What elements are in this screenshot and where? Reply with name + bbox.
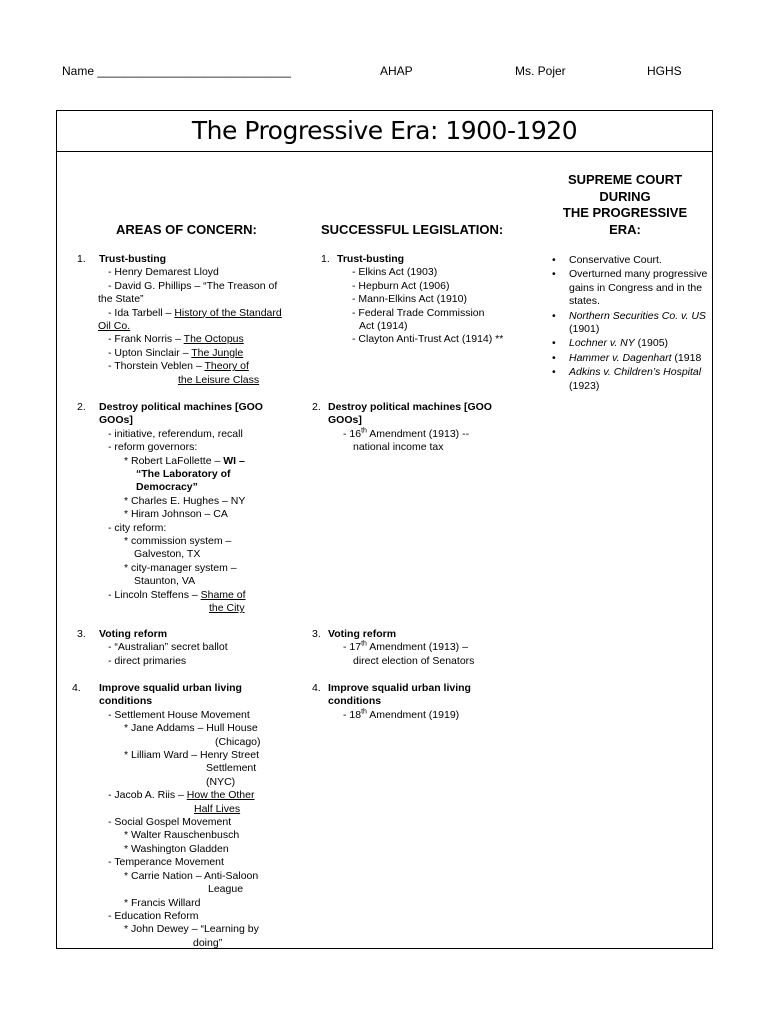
list-item-text: Amendment (1913) – <box>366 641 468 654</box>
court-heading-line: SUPREME COURT <box>567 172 683 187</box>
book-title: Half Lives <box>194 802 241 815</box>
court-heading-line: ERA: <box>609 221 641 237</box>
list-item: - reform governors: <box>108 441 198 454</box>
list-item-emphasis: WI – <box>223 454 245 467</box>
concern-heading: AREAS OF CONCERN: <box>116 222 257 237</box>
ordinal-suffix: th <box>361 708 367 716</box>
list-item: national income tax <box>353 441 444 454</box>
list-item <box>343 641 536 654</box>
bullet-icon: • <box>552 268 556 281</box>
bullet-icon: • <box>552 309 556 322</box>
book-title: The Octopus <box>183 333 244 346</box>
concern-section-urban-living <box>72 682 307 950</box>
list-item <box>108 360 307 373</box>
case-name: Northern Securities Co. v. US <box>569 309 706 322</box>
list-item: the State” <box>98 293 144 306</box>
list-item: Staunton, VA <box>134 575 196 588</box>
list-item: * Carrie Nation – Anti-Saloon <box>124 869 259 882</box>
list-item <box>124 455 307 468</box>
list-item <box>108 789 307 802</box>
list-item-text: Conservative Court. <box>569 254 662 266</box>
list-item: - direct primaries <box>108 654 187 667</box>
section-heading: conditions <box>328 695 382 708</box>
case-year: (1918 <box>671 351 702 364</box>
list-item: * Jane Addams – Hull House <box>124 722 258 735</box>
legislation-section-political-machines <box>312 401 536 455</box>
section-number: 2. <box>312 401 321 413</box>
list-item: (NYC) <box>206 775 236 788</box>
book-title: the Leisure Class <box>178 373 260 386</box>
legislation-section-voting-reform <box>312 628 536 668</box>
list-item: - Mann-Elkins Act (1910) <box>352 293 467 306</box>
list-item: - Elkins Act (1903) <box>352 266 438 279</box>
list-item: - Hepburn Act (1906) <box>352 279 450 292</box>
list-item: Act (1914) <box>359 320 408 333</box>
list-item-text: Amendment (1913) -- <box>366 427 470 440</box>
concern-section-trust-busting <box>77 253 307 387</box>
list-item-text: - Ida Tarbell – <box>108 306 175 319</box>
case-year: (1905) <box>634 337 669 350</box>
list-item: * John Dewey – “Learning by <box>124 923 259 936</box>
list-item-text: * Robert LaFollette – <box>124 454 224 467</box>
list-item: - Settlement House Movement <box>108 708 250 721</box>
list-item-text: - Frank Norris – <box>108 333 184 346</box>
concern-section-political-machines <box>77 401 307 616</box>
section-heading: Destroy political machines [GOO <box>99 401 263 413</box>
section-heading: Trust-busting <box>337 253 405 265</box>
list-item-text: - Upton Sinclair – <box>108 346 192 359</box>
book-title: Oil Co. <box>98 320 131 333</box>
section-heading: GOOs] <box>99 414 133 427</box>
list-item-text: - Thorstein Veblen – <box>108 360 205 373</box>
list-item: * Hiram Johnson – CA <box>124 508 228 521</box>
list-item <box>540 254 715 267</box>
list-item: * Washington Gladden <box>124 842 229 855</box>
list-item <box>343 709 536 722</box>
legislation-section-urban-living <box>312 682 536 722</box>
book-title: History of the Standard <box>174 306 282 319</box>
list-item: doing” <box>193 936 223 949</box>
list-item <box>108 333 307 346</box>
list-item: - Clayton Anti-Trust Act (1914) ** <box>352 333 504 346</box>
title-row <box>57 111 712 152</box>
list-item: * Lilliam Ward – Henry Street <box>124 749 259 762</box>
legislation-heading: SUCCESSFUL LEGISLATION: <box>321 222 504 237</box>
book-title: How the Other <box>186 789 255 802</box>
section-number: 4. <box>72 682 81 694</box>
court-heading-line: THE PROGRESSIVE <box>562 205 688 220</box>
list-item-text: - 18 <box>343 708 362 721</box>
list-item: - Education Reform <box>108 909 199 922</box>
legislation-section-trust-busting <box>321 253 536 347</box>
list-item: Galveston, TX <box>134 548 201 561</box>
case-name: Lochner v. NY <box>569 337 635 350</box>
list-item: League <box>208 883 244 896</box>
list-item-text: - Lincoln Steffens – <box>108 588 201 601</box>
section-heading: Voting reform <box>99 628 168 640</box>
book-title: the City <box>209 602 245 615</box>
court-heading-line: DURING <box>599 188 651 204</box>
section-number: 3. <box>312 628 321 640</box>
list-item-emphasis: “The Laboratory of <box>136 468 231 481</box>
book-title: Theory of <box>204 360 249 373</box>
list-item: Settlement <box>206 762 257 775</box>
book-title: Shame of <box>200 588 246 601</box>
list-item: - Federal Trade Commission <box>352 306 485 319</box>
list-item: - initiative, referendum, recall <box>108 427 243 440</box>
court-heading <box>555 172 695 238</box>
section-heading: Trust-busting <box>99 253 167 265</box>
list-item: - Temperance Movement <box>108 856 224 869</box>
list-item <box>540 337 715 350</box>
school-label: HGHS <box>647 64 682 78</box>
court-list <box>540 254 715 394</box>
list-item <box>108 589 307 602</box>
list-item <box>108 307 307 320</box>
section-heading: Voting reform <box>328 628 397 640</box>
section-number: 2. <box>77 401 86 413</box>
section-number: 1. <box>77 253 86 265</box>
list-item: * Francis Willard <box>124 896 201 909</box>
section-number: 3. <box>77 628 86 640</box>
case-year: (1901) <box>569 323 600 336</box>
course-label: AHAP <box>380 64 413 78</box>
section-heading: Improve squalid urban living <box>328 682 471 694</box>
name-field-label: Name _____________________________ <box>62 64 291 78</box>
case-name: Hammer v. Dagenhart <box>569 351 672 364</box>
bullet-icon: • <box>552 366 556 379</box>
book-title: The Jungle <box>191 346 244 359</box>
section-number: 1. <box>321 253 330 265</box>
concern-section-voting-reform <box>77 628 307 668</box>
section-number: 4. <box>312 682 321 694</box>
list-item <box>343 428 536 441</box>
section-heading: Destroy political machines [GOO <box>328 401 492 413</box>
list-item: - “Australian” secret ballot <box>108 641 228 654</box>
list-item <box>540 352 715 365</box>
list-item-text: Amendment (1919) <box>366 708 460 721</box>
list-item <box>108 347 307 360</box>
list-item-text: - Jacob A. Riis – <box>108 789 187 802</box>
ordinal-suffix: th <box>361 640 367 648</box>
section-heading: GOOs] <box>328 414 362 427</box>
list-item: * Charles E. Hughes – NY <box>124 494 246 507</box>
bullet-icon: • <box>552 337 556 350</box>
list-item: - David G. Phillips – “The Treason of <box>108 279 278 292</box>
teacher-label: Ms. Pojer <box>515 64 566 78</box>
list-item: * Walter Rauschenbusch <box>124 829 240 842</box>
case-year: (1923) <box>569 379 600 392</box>
list-item <box>540 366 715 393</box>
bullet-icon: • <box>552 351 556 364</box>
list-item: - Social Gospel Movement <box>108 816 232 829</box>
list-item-emphasis: Democracy” <box>136 481 198 494</box>
list-item <box>540 268 715 308</box>
list-item: - city reform: <box>108 521 167 534</box>
list-item: - Henry Demarest Lloyd <box>108 266 219 279</box>
page-title: The Progressive Era: 1900-1920 <box>191 116 578 145</box>
bullet-icon: • <box>552 254 556 266</box>
list-item <box>540 310 715 337</box>
list-item: * commission system – <box>124 535 232 548</box>
list-item: direct election of Senators <box>353 654 475 667</box>
list-item: * city-manager system – <box>124 561 237 574</box>
list-item-text: - 16 <box>343 427 362 440</box>
ordinal-suffix: th <box>361 427 367 435</box>
section-heading: Improve squalid urban living <box>99 682 242 694</box>
section-heading: conditions <box>99 695 153 708</box>
case-name: Adkins v. Children’s Hospital <box>569 366 702 379</box>
list-item: (Chicago) <box>215 735 261 748</box>
list-item-text: - 17 <box>343 641 362 654</box>
list-item-text: Overturned many progressive gains in Congress and in the states. <box>569 268 708 308</box>
